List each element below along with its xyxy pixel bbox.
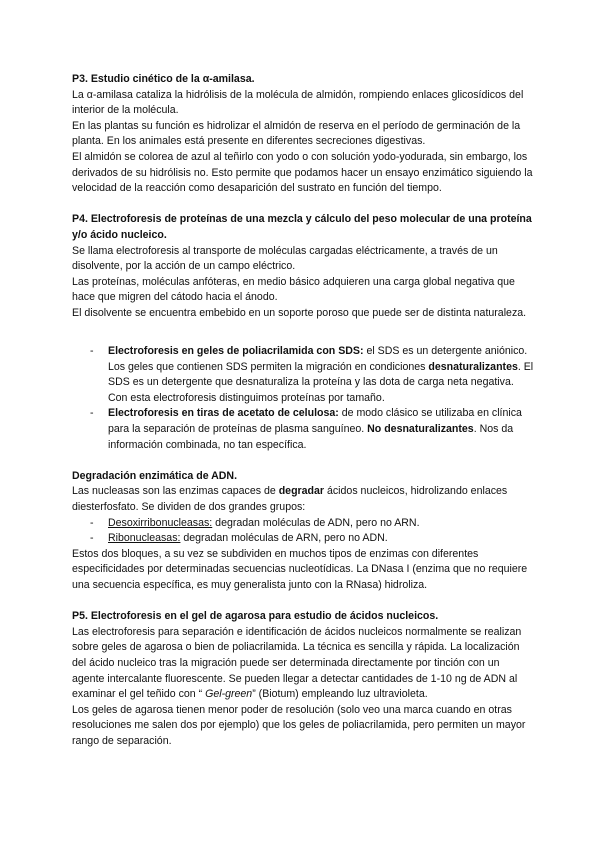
p4-paragraph-2: Las proteínas, moléculas anfóteras, en medio básico adquieren una carga global negativa que hace que migren del cátodo hacia el ánodo. xyxy=(72,275,515,304)
p5-heading: P5. Electroforesis en el gel de agarosa para estudio de ácidos nucleicos. xyxy=(72,610,439,623)
nuclease-list xyxy=(72,516,534,547)
adn-closing: Estos dos bloques, a su vez se subdividen en muchos tipos de enzimas con diferentes especificidades por determinadas secuencias nucleotídicas. La DNasa I (enzima que no requiere una secuencia específica, es muy generalista junto con la RNasa) hidroliza. xyxy=(72,547,528,591)
list-item: - Ribonucleasas: degradan moléculas de ARN, pero no ADN. xyxy=(108,531,534,547)
list-item: - Electroforesis en tiras de acetato de celulosa: de modo clásico se utilizaba en clínica para la separación de proteínas de plasma sanguíneo. No desnaturalizantes. Nos da información combinada, no tan específica. xyxy=(108,406,534,453)
p3-paragraph-1: La α-amilasa cataliza la hidrólisis de la molécula de almidón, rompiendo enlaces glicosídicos del interior de la molécula. xyxy=(72,88,524,117)
list-item: - Electroforesis en geles de poliacrilamida con SDS: el SDS es un detergente aniónico. Los geles que contienen SDS permiten la migración en condiciones desnaturalizantes. El SDS es un detergente que desnaturaliza la proteína y las dota de carga neta negativa. Con esta electroforesis distinguimos proteínas por tamaño. xyxy=(108,344,534,406)
list-item: - Desoxirribonucleasas: degradan moléculas de ADN, pero no ARN. xyxy=(108,516,534,532)
p4-heading: P4. Electroforesis de proteínas de una mezcla y cálculo del peso molecular de una proteína y/o ácido nucleico. xyxy=(72,213,532,241)
adn-heading: Degradación enzimática de ADN. xyxy=(72,469,238,482)
p4-paragraph-3: El disolvente se encuentra embebido en un soporte poroso que puede ser de distinta naturaleza. xyxy=(72,306,527,319)
adn-intro: Las nucleasas son las enzimas capaces de degradar ácidos nucleicos, hidrolizando enlaces diesterfosfato. Se dividen de dos grandes grupos: xyxy=(72,485,508,514)
p3-paragraph-2: En las plantas su función es hidrolizar el almidón de reserva en el período de germinación de la planta. En los animales está presente en diferentes secreciones digestivas. xyxy=(72,119,521,148)
p4-paragraph-1: Se llama electroforesis al transporte de moléculas cargadas eléctricamente, a través de un disolvente, por la acción de un campo eléctrico. xyxy=(72,244,498,273)
document-page xyxy=(72,72,534,750)
electrophoresis-list xyxy=(72,344,534,453)
p3-heading: P3. Estudio cinético de la α-amilasa. xyxy=(72,73,255,85)
p5-paragraph-1: Las electroforesis para separación e identificación de ácidos nucleicos normalmente se realizan sobre geles de agarosa o bien de poliacrilamida. La técnica es sencilla y rápida. La localización del ácido nucleico tras la migración puede ser determinada directamente por tinción con un agente intercalante fluorescente. Se pueden llegar a detectar cantidades de 1-10 ng de ADN al examinar el gel teñido con “ Gel-green” (Biotum) empleando luz ultravioleta. xyxy=(72,625,522,701)
p5-paragraph-2: Los geles de agarosa tienen menor poder de resolución (solo veo una marca cuando en otras resoluciones me salen dos por ejemplo) que los geles de poliacrilamida, pero permiten un mayor rango de separación. xyxy=(72,703,526,747)
p3-paragraph-3: El almidón se colorea de azul al teñirlo con yodo o con solución yodo-yodurada, sin embargo, los derivados de su hidrólisis no. Esto permite que podamos hacer un ensayo enzimático siguiendo la velocidad de la reacción como desaparición del sustrato en función del tiempo. xyxy=(72,150,533,195)
